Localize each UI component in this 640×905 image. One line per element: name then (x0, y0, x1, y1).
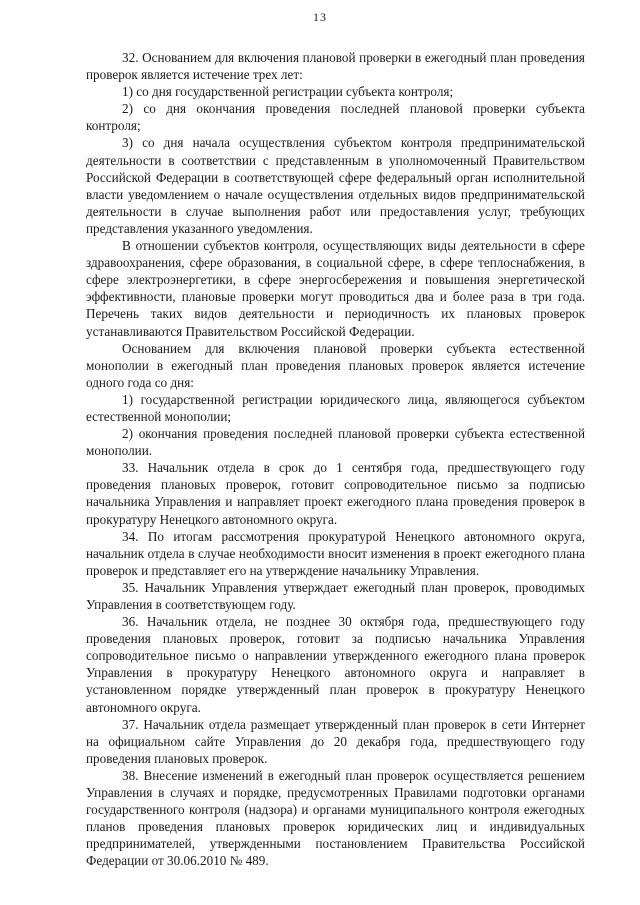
paragraph-33: 33. Начальник отдела в срок до 1 сентября года, предшествующего году проведения плановых проверок, готовит сопроводительное письмо за подписью начальника Управления и направляет проект ежегодного плана проведения проверок в прокуратуру Ненецкого автономного округа. (86, 460, 585, 527)
paragraph-32: 32. Основанием для включения плановой проверки в ежегодный план проведения проверок является истечение трех лет: (86, 50, 585, 83)
paragraph-32-item-3: 3) со дня начала осуществления субъектом контроля предпринимательской деятельности в соответствии с представленным в уполномоченный Правительством Российской Федерации в соответствующей сфере федеральный орган исполнительной власти уведомлением о начале осуществления отдельных видов предпринимательской деятельности в случае выполнения работ или предоставления услуг, требующих представления указанного уведомления. (86, 135, 585, 236)
paragraph-34: 34. По итогам рассмотрения прокуратурой Ненецкого автономного округа, начальник отдела в случае необходимости вносит изменения в проект ежегодного плана проверок и представляет его на утверждение начальнику Управления. (86, 528, 585, 578)
document-body (86, 49, 585, 870)
paragraph-37: 37. Начальник отдела размещает утвержденный план проверок в сети Интернет на официальном сайте Управления до 20 декабря года, предшествующего году проведения плановых проверок. (86, 716, 585, 766)
page-number: 13 (313, 10, 327, 24)
paragraph-36: 36. Начальник отдела, не позднее 30 октября года, предшествующего году проведения плановых проверок, готовит за подписью начальника Управления сопроводительное письмо о направлении утвержденного ежегодного плана проверок Управления в прокуратуру Ненецкого автономного округа и направляет в установленном порядке утвержденный план проверок в прокуратуру Ненецкого автономного округа. (86, 614, 585, 715)
paragraph-natural-monopoly: Основанием для включения плановой проверки субъекта естественной монополии в ежегодный план проведения плановых проверок является истечение одного года со дня: (86, 340, 585, 390)
paragraph-38: 38. Внесение изменений в ежегодный план проверок осуществляется решением Управления в случаях и порядке, предусмотренных Правилами подготовки органами государственного контроля (надзора) и органами муниципального контроля ежегодных планов проведения плановых проверок юридических лиц и индивидуальных предпринимателей, утвержденными постановлением Правительства Российской Федерации от 30.06.2010 № 489. (86, 767, 585, 869)
paragraph-32-item-1: 1) со дня государственной регистрации субъекта контроля; (122, 84, 454, 100)
paragraph-32-exceptions: В отношении субъектов контроля, осуществляющих виды деятельности в сфере здравоохранения, сфере образования, в социальной сфере, в сфере теплоснабжения, в сфере электроэнергетики, в сфере энергосбережения и повышения энергетической эффективности, плановые проверки могут проводиться два и более раза в три года. Перечень таких видов деятельности и периодичность их плановых проверок устанавливаются Правительством Российской Федерации. (86, 238, 585, 339)
paragraph-35: 35. Начальник Управления утверждает ежегодный план проверок, проводимых Управления в соответствующем году. (86, 579, 585, 612)
paragraph-monopoly-item-1: 1) государственной регистрации юридического лица, являющегося субъектом естественной монополии; (86, 391, 585, 424)
paragraph-monopoly-item-2: 2) окончания проведения последней плановой проверки субъекта естественной монополии. (86, 426, 585, 459)
paragraph-32-item-2: 2) со дня окончания проведения последней плановой проверки субъекта контроля; (86, 101, 585, 134)
